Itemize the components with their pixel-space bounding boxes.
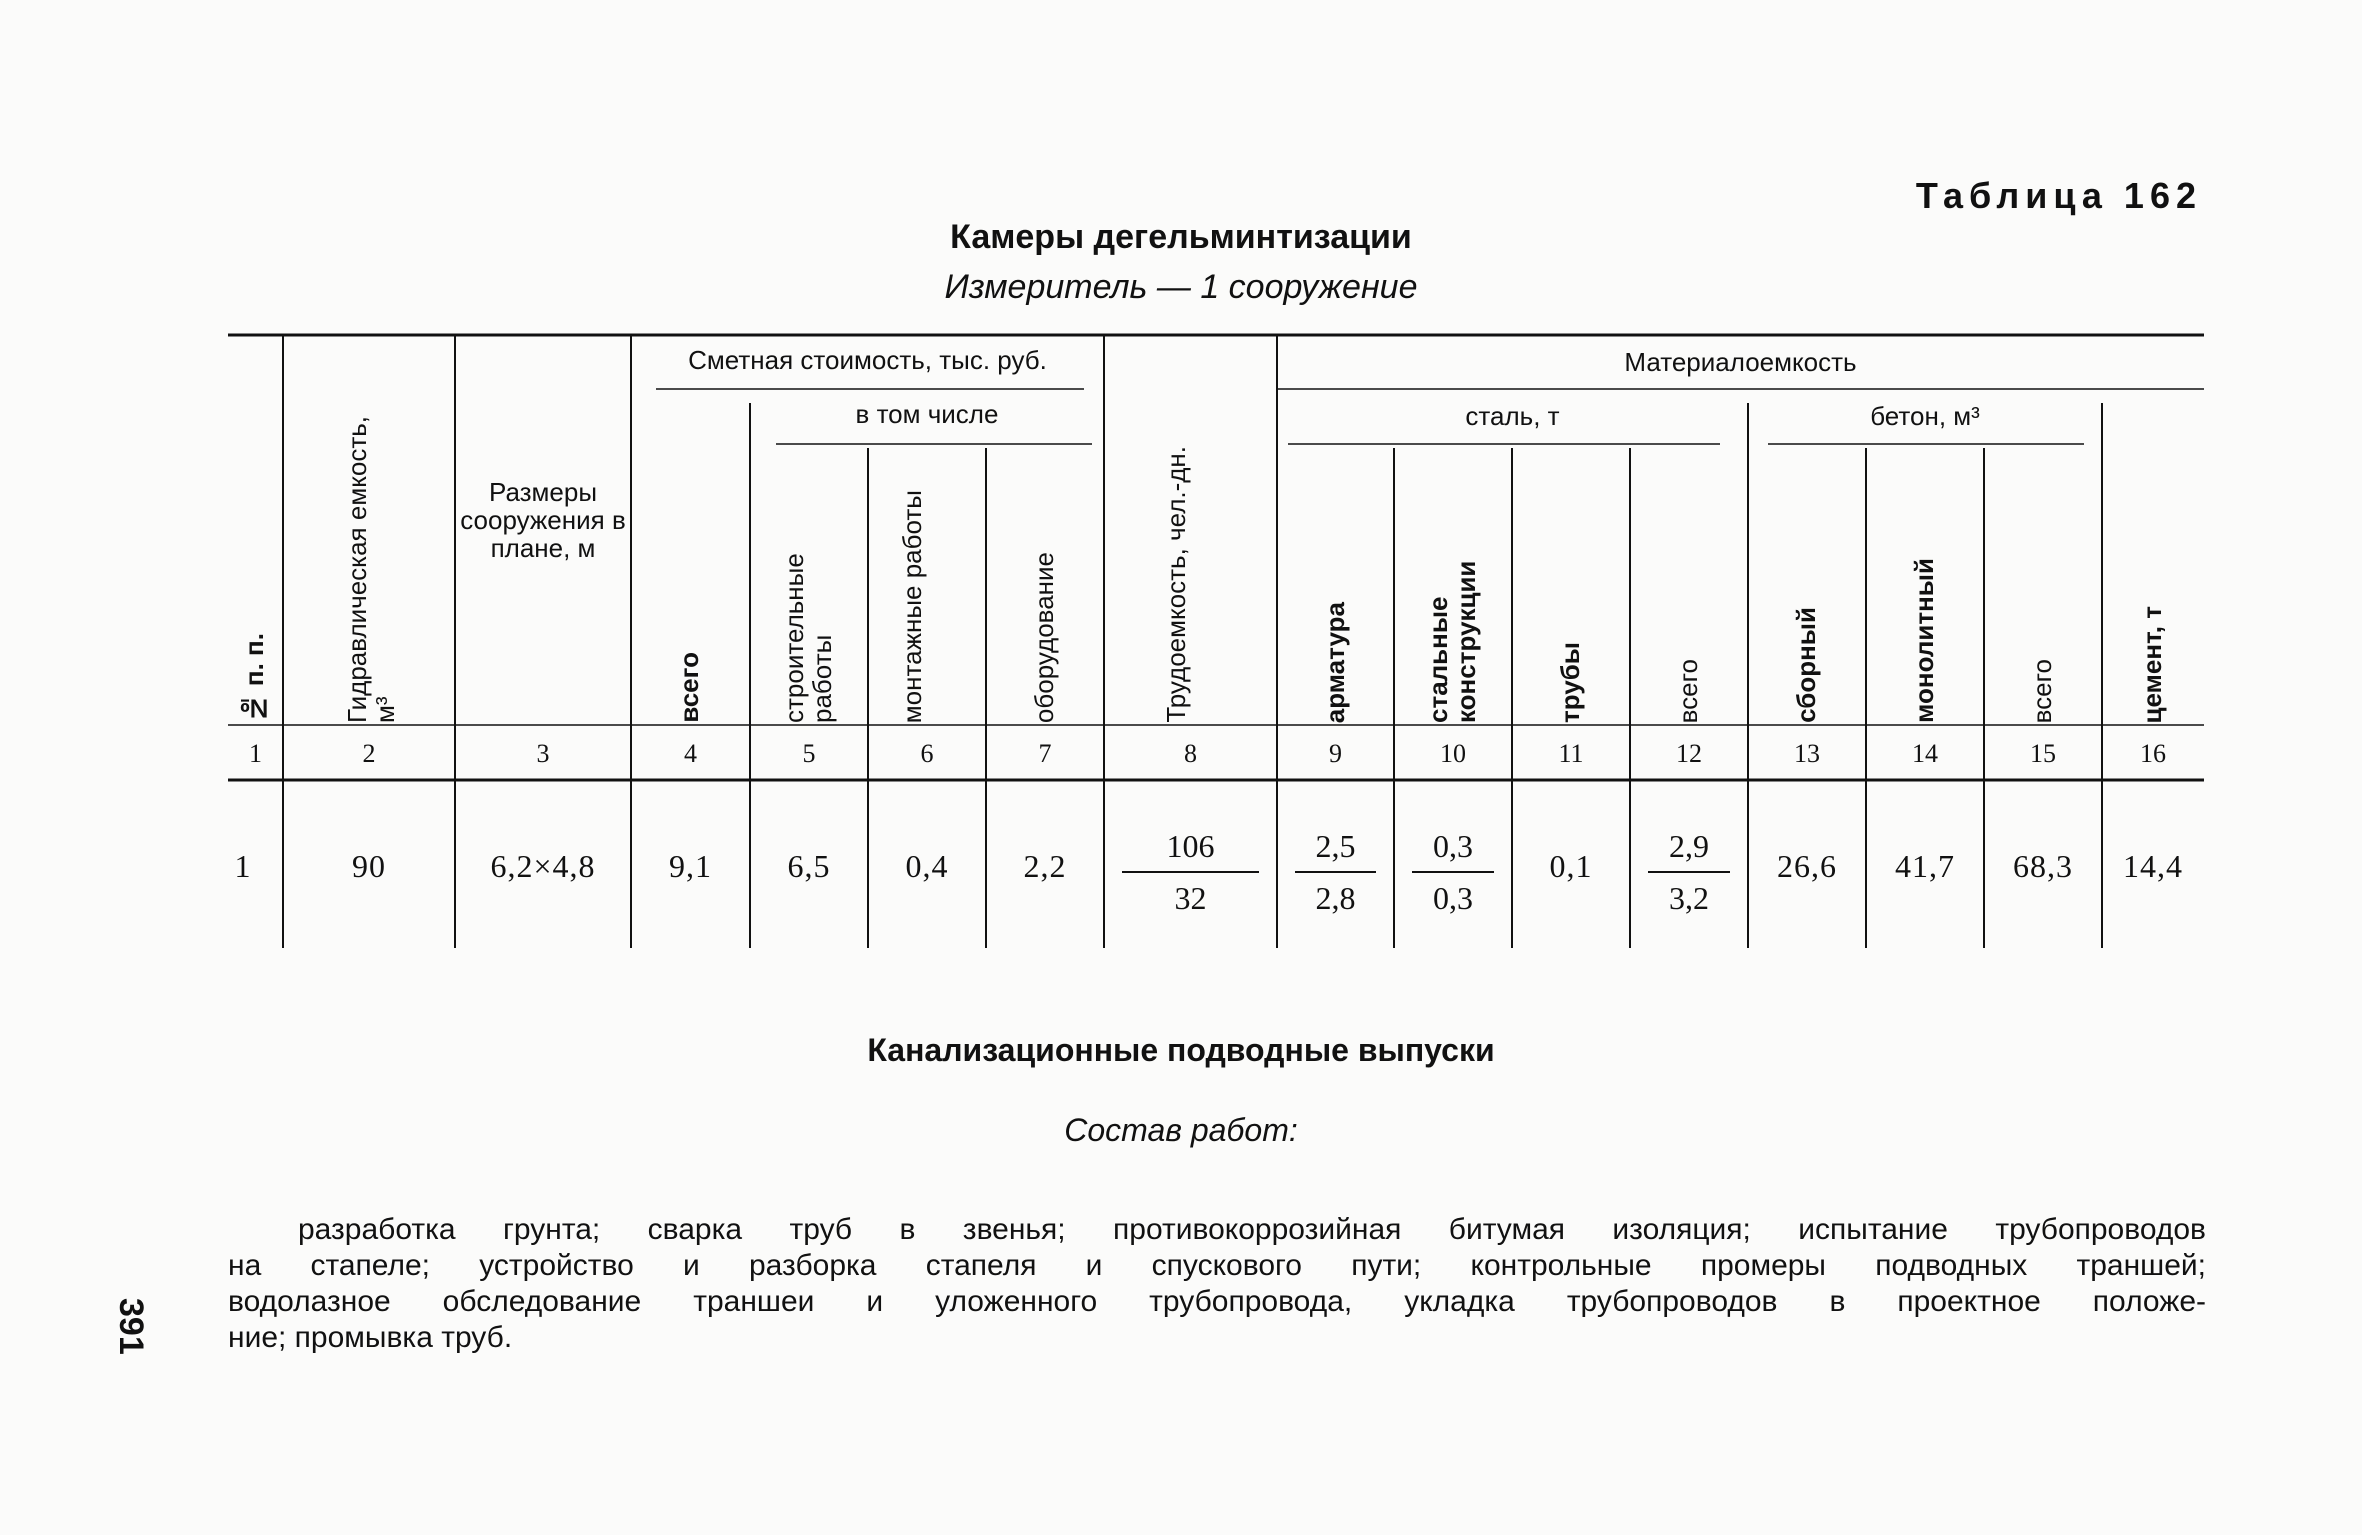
col-header-16 (2102, 453, 2204, 723)
col-label-4: всего (674, 652, 704, 723)
text-line-3: водолазное обследование траншеи и уложенного трубопровода, укладка трубопроводов в проектное положе- (228, 1285, 2206, 1318)
cell-labor-bottom: 32 (1174, 880, 1207, 916)
cell-steel-constructions (1394, 823, 1512, 921)
cell-armature (1277, 823, 1394, 921)
header-concrete-group: бетон, м³ (1870, 401, 1980, 431)
col-label-8: Трудоемкость, чел.-дн. (1161, 446, 1191, 723)
col-num-4: 4 (684, 739, 697, 768)
cell-cost-equip: 2,2 (1023, 848, 1067, 884)
col-label-15: всего (2027, 658, 2057, 723)
cell-steelcon-bottom: 0,3 (1433, 880, 1473, 916)
col-label-3: Размеры сооружения в плане, м (460, 477, 626, 563)
col-header-9 (1277, 453, 1394, 723)
work-description (228, 1212, 2206, 1356)
col-num-12: 12 (1676, 739, 1702, 768)
col-label-6: монтажные работы (897, 489, 927, 723)
page-number: 391 (112, 1298, 150, 1355)
cell-concrete-mono: 41,7 (1895, 848, 1955, 884)
data-table (228, 333, 2204, 948)
col-header-2 (283, 393, 455, 723)
text-line-1: разработка грунта; сварка труб в звенья; противокоррозийная битумая изоляция; испытание трубопроводов (298, 1213, 2206, 1246)
col-label-10: стальные конструкции (1423, 560, 1481, 723)
col-label-11: трубы (1555, 642, 1585, 723)
col-header-8 (1104, 393, 1277, 723)
cell-labor-top: 106 (1166, 828, 1215, 864)
col-num-7: 7 (1038, 739, 1052, 768)
col-label-12: всего (1673, 658, 1703, 723)
col-num-13: 13 (1794, 739, 1820, 768)
cell-steel-total (1630, 823, 1748, 921)
cell-cement: 14,4 (2123, 848, 2183, 884)
col-header-11 (1512, 453, 1630, 723)
col-label-16: цемент, т (2137, 605, 2167, 723)
col-label-14: монолитный (1909, 558, 1939, 723)
col-label-2: Гидравлическая емкость, м³ (342, 416, 400, 723)
col-header-7 (986, 453, 1104, 723)
col-num-1: 1 (249, 739, 262, 768)
col-label-9: арматура (1320, 601, 1350, 723)
cell-labor (1104, 823, 1277, 921)
col-num-2: 2 (362, 739, 376, 768)
col-header-4 (631, 453, 750, 723)
cell-steel-total-bottom: 3,2 (1669, 880, 1709, 916)
cell-capacity: 90 (352, 848, 386, 884)
table-title: Камеры дегельминтизации (950, 218, 1412, 256)
cell-size: 6,2×4,8 (490, 848, 596, 884)
header-cost-incl: в том числе (855, 399, 999, 429)
cell-pipes: 0,1 (1549, 848, 1593, 884)
cell-armature-bottom: 2,8 (1315, 880, 1356, 916)
header-steel-group: сталь, т (1465, 401, 1560, 431)
section-subtitle: Состав работ: (1064, 1112, 1298, 1148)
col-header-14 (1866, 453, 1984, 723)
col-header-15 (1984, 453, 2102, 723)
cell-steelcon-top: 0,3 (1433, 828, 1473, 864)
col-num-9: 9 (1329, 739, 1342, 768)
col-label-13: сборный (1791, 607, 1821, 723)
col-label-1: № п. п. (239, 632, 269, 723)
col-label-7: оборудование (1029, 551, 1059, 723)
col-header-10 (1394, 453, 1512, 723)
col-num-16: 16 (2140, 739, 2166, 768)
cell-armature-top: 2,5 (1315, 828, 1356, 864)
col-header-13 (1748, 453, 1866, 723)
col-num-5: 5 (802, 739, 816, 768)
cell-cost-build: 6,5 (787, 848, 831, 884)
col-header-5 (750, 453, 868, 723)
col-num-11: 11 (1558, 739, 1584, 768)
col-num-8: 8 (1184, 739, 1197, 768)
text-line-2: на стапеле; устройство и разборка стапеля и спускового пути; контрольные промеры подводных траншей; (228, 1249, 2206, 1282)
header-cost-group: Сметная стоимость, тыс. руб. (688, 345, 1047, 375)
cell-concrete-prefab: 26,6 (1777, 848, 1837, 884)
cell-steel-total-top: 2,9 (1669, 828, 1709, 864)
cell-concrete-total: 68,3 (2013, 848, 2073, 884)
text-line-4: ние; промывка труб. (228, 1321, 513, 1354)
cell-cost-total: 9,1 (669, 848, 712, 884)
col-header-1 (228, 453, 283, 723)
cell-cost-mount: 0,4 (905, 848, 949, 884)
section-title: Канализационные подводные выпуски (867, 1032, 1495, 1068)
col-label-5: строительные работы (779, 553, 837, 723)
table-unit: Измеритель — 1 сооружение (944, 268, 1418, 306)
col-num-3: 3 (536, 739, 550, 768)
cell-n: 1 (234, 848, 252, 884)
table-number: Таблица 162 (1915, 175, 2202, 216)
col-num-15: 15 (2030, 739, 2056, 768)
header-material-group: Материалоемкость (1624, 347, 1857, 377)
col-header-12 (1630, 453, 1748, 723)
col-num-6: 6 (920, 739, 934, 768)
col-num-14: 14 (1912, 739, 1938, 768)
col-header-6 (868, 453, 986, 723)
col-num-10: 10 (1440, 739, 1466, 768)
